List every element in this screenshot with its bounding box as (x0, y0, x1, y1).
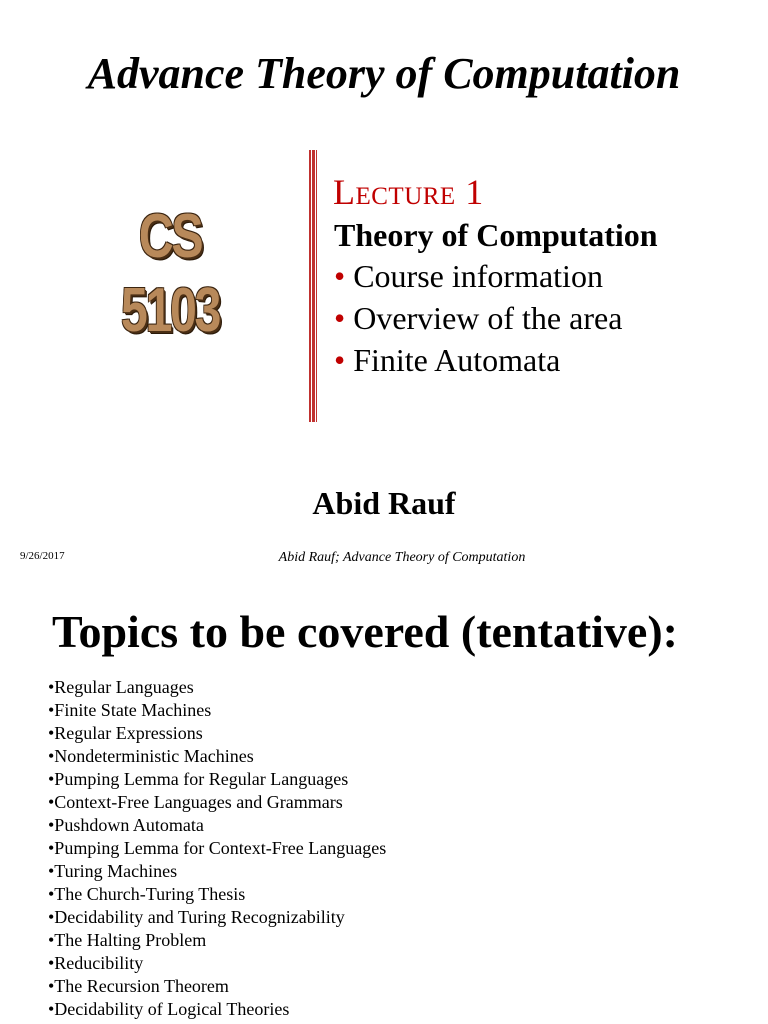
footer-text: Abid Rauf; Advance Theory of Computation (278, 550, 526, 565)
lecture-heading: Lecture 1 (333, 172, 484, 212)
topic-item: •Pumping Lemma for Context-Free Languages (48, 838, 387, 858)
topic-item: •The Recursion Theorem (48, 976, 229, 996)
bullet-icon: • (334, 258, 346, 294)
topic-item: •Context-Free Languages and Grammars (48, 792, 343, 812)
course-code-logo (115, 200, 224, 348)
course-code-line-2: 5103 (120, 276, 220, 345)
vertical-divider (309, 150, 317, 422)
topic-item: •Decidability of Logical Theories (48, 999, 290, 1019)
course-code-line-1: CS (138, 202, 202, 271)
lecture-outline (334, 255, 622, 381)
bullet-icon: • (334, 342, 346, 378)
presenter-name: Abid Rauf (312, 485, 456, 521)
topic-item: •The Church-Turing Thesis (48, 884, 246, 904)
topic-item: •Finite State Machines (48, 700, 212, 720)
topics-title: Topics to be covered (tentative): (52, 606, 678, 657)
topic-item: •Decidability and Turing Recognizability (48, 907, 345, 927)
topics-slide (0, 582, 768, 1024)
topic-item: •Reducibility (48, 953, 144, 973)
topic-item: •The Halting Problem (48, 930, 207, 950)
lecture-subtitle: Theory of Computation (334, 217, 658, 253)
outline-item: • Course information (334, 258, 603, 294)
outline-item: • Overview of the area (334, 300, 623, 336)
slide-title: Advance Theory of Computation (87, 49, 681, 98)
footer-date: 9/26/2017 (20, 550, 65, 562)
topic-item: •Regular Languages (48, 677, 194, 697)
topic-item: •Nondeterministic Machines (48, 746, 254, 766)
bullet-icon: • (334, 300, 346, 336)
topic-item: •Turing Machines (48, 861, 178, 881)
topics-list (48, 676, 386, 1021)
topic-item: •Pushdown Automata (48, 815, 204, 835)
topic-item: •Regular Expressions (48, 723, 203, 743)
outline-item: • Finite Automata (334, 342, 561, 378)
topic-item: •Pumping Lemma for Regular Languages (48, 769, 349, 789)
